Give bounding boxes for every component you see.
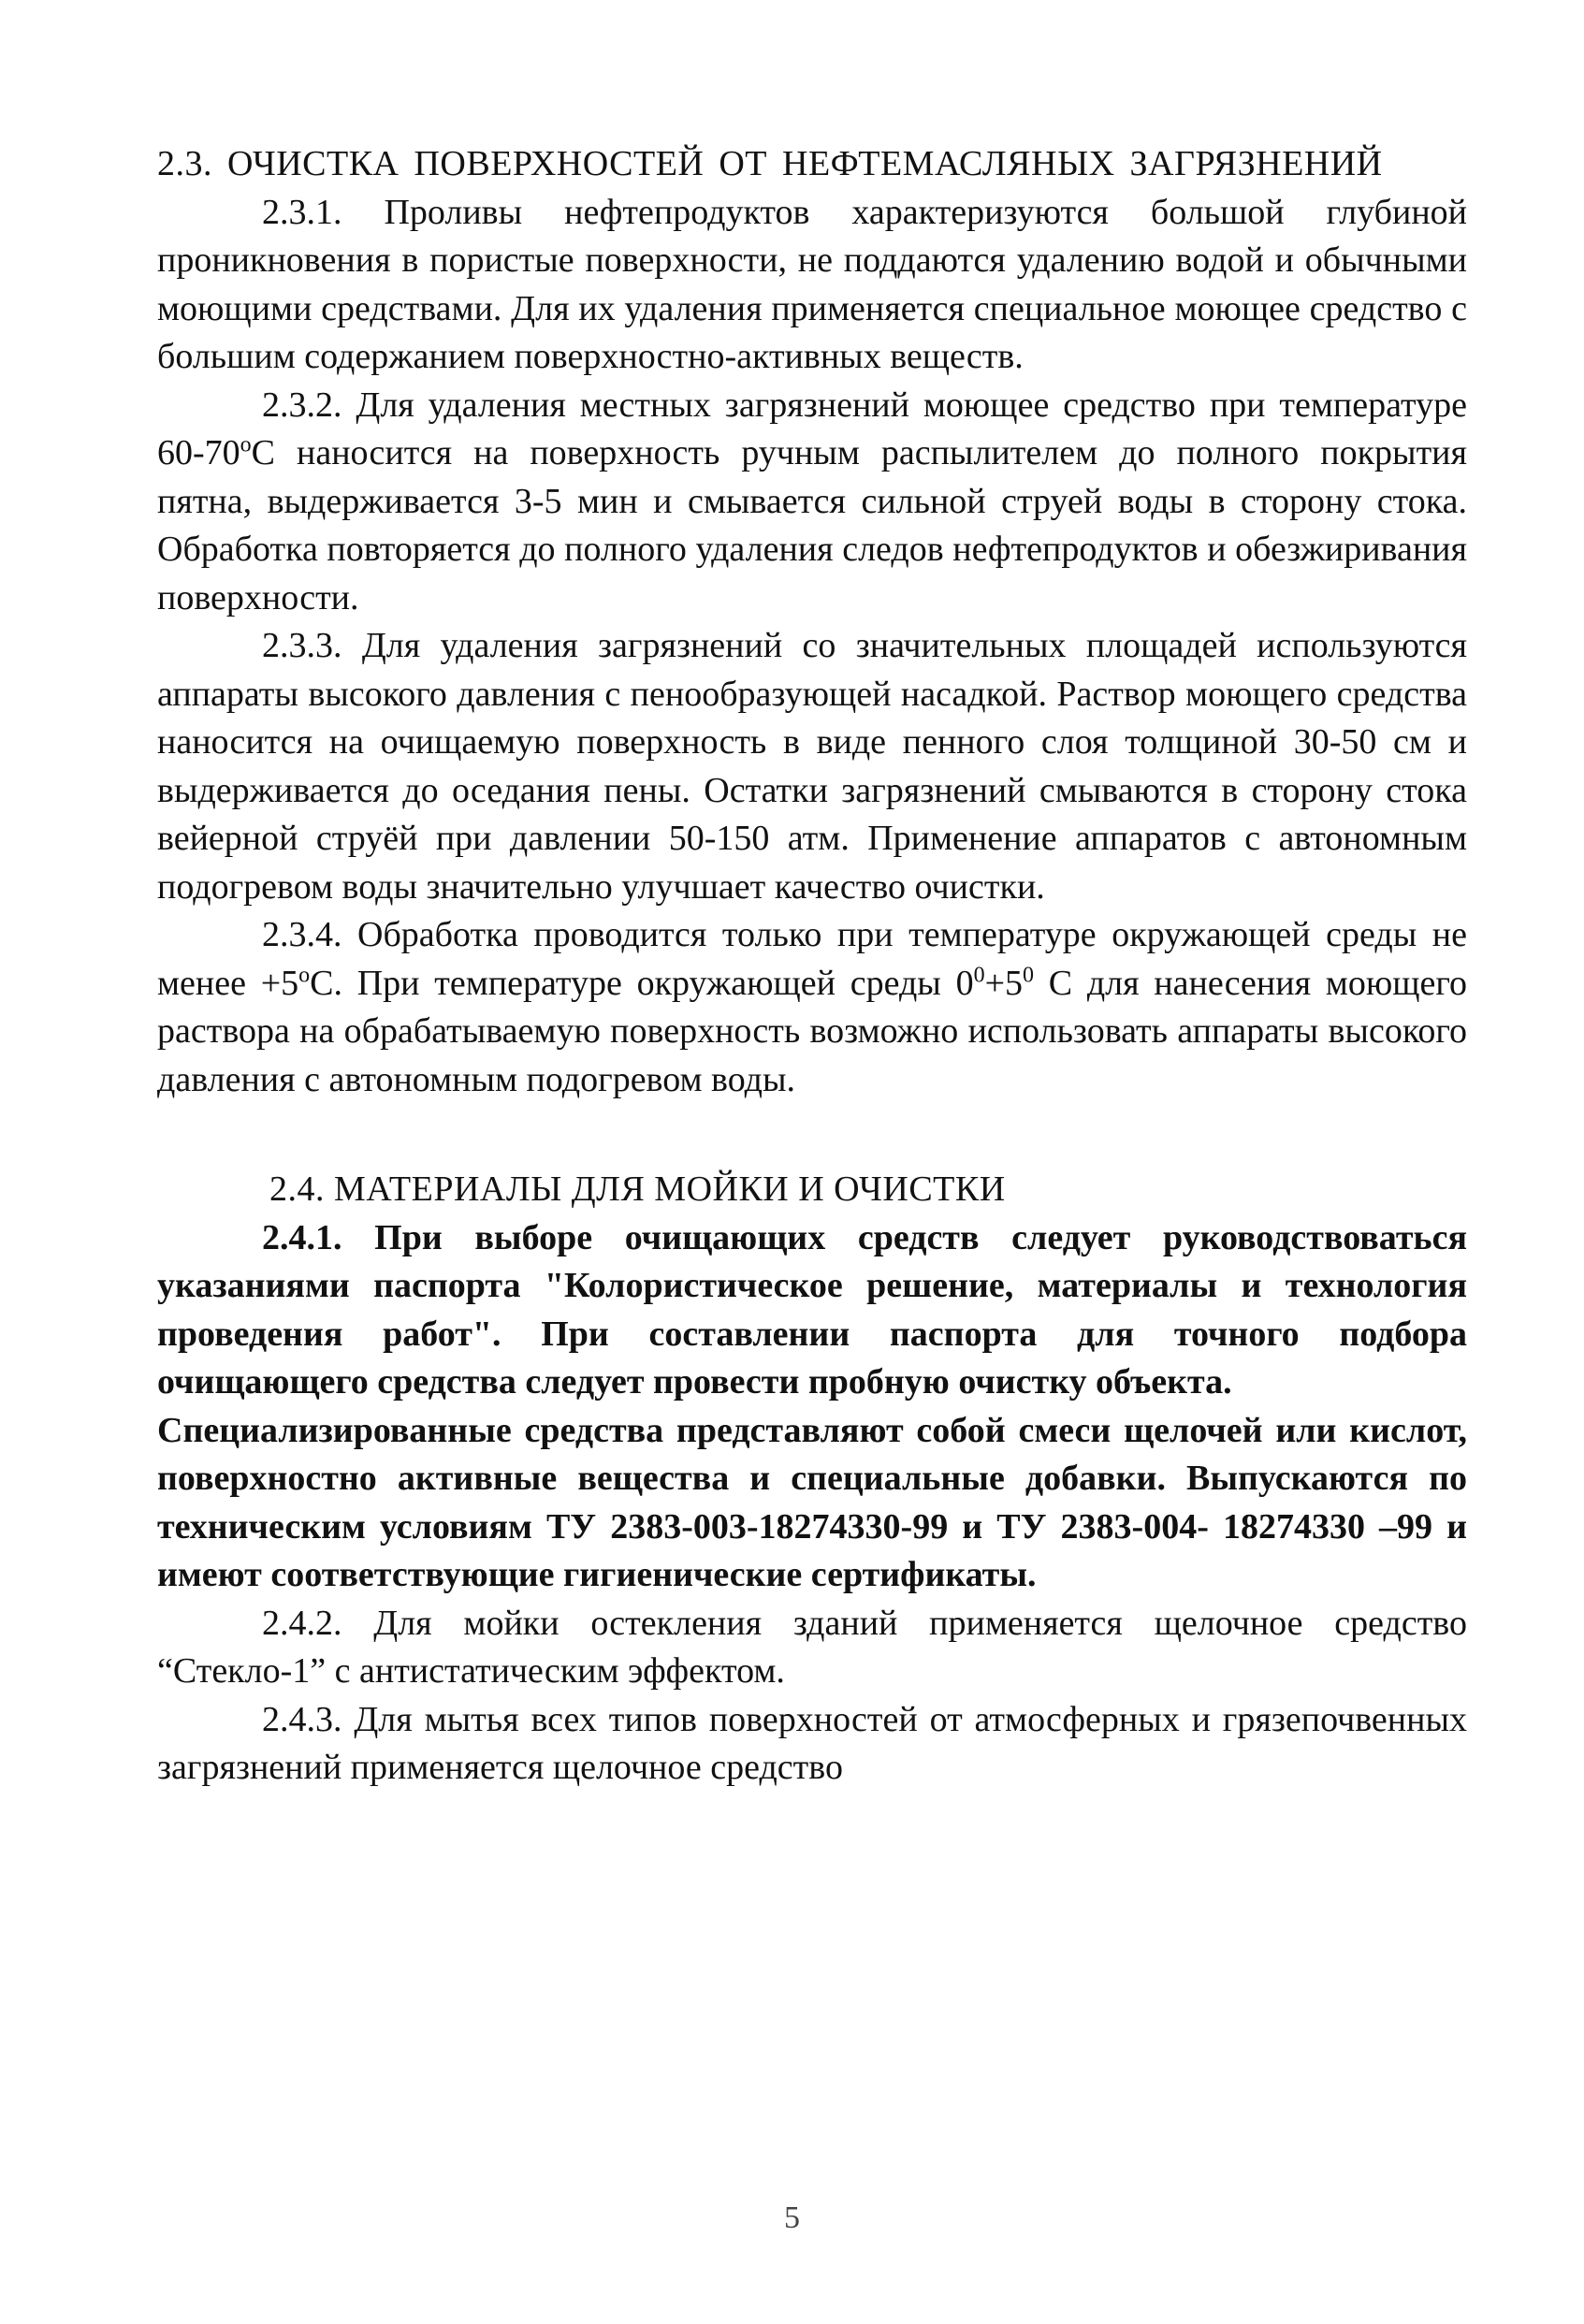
section-heading-2-3: 2.3. ОЧИСТКА ПОВЕРХНОСТЕЙ ОТ НЕФТЕМАСЛЯНЫХ ЗАГРЯЗНЕНИЙ <box>157 144 1383 183</box>
paragraph-2-3-2: 2.3.2. Для удаления местных загрязнений моющее средство при температуре $60-70^оС$ наносится на поверхность ручным распылителем до полного покрытия пятна, выдерживается 3-5 мин и смывается сильной струей воды в сторону стока. Обработка повторяется до полного удаления следов нефтепродуктов и обезжиривания поверхности. <box>157 385 1467 617</box>
page-number: 5 <box>784 2201 800 2235</box>
document-page <box>157 140 1467 1793</box>
paragraph-2-3-4: 2.3.4. Обработка проводится только при температуре окружающей среды не менее $+5^оС$. При температуре окружающей среды $0^0+5^0$ С для нанесения моющего раствора на обрабатываемую поверхность возможно использовать аппараты высокого давления с автономным подогревом воды. <box>157 915 1467 1099</box>
section-heading-2-4: 2.4. МАТЕРИАЛЫ ДЛЯ МОЙКИ И ОЧИСТКИ <box>269 1169 1006 1209</box>
paragraph-2-3-1: 2.3.1. Проливы нефтепродуктов характеризуются большой глубиной проникновения в пористые поверхности, не поддаются удалению водой и обычными моющими средствами. Для их удаления применяется специальное моющее средство с большим содержанием поверхностно-активных веществ. <box>157 192 1467 376</box>
paragraph-2-3-3: 2.3.3. Для удаления загрязнений со значительных площадей используются аппараты высокого давления с пенообразующей насадкой. Раствор моющего средства наносится на очищаемую поверхность в виде пенного слоя толщиной 30-50 см и выдерживается до оседания пены. Остатки загрязнений смываются в сторону стока вейерной струёй при давлении 50-150 атм. Применение аппаратов с автономным подогревом воды значительно улучшает качество очистки. <box>157 626 1467 907</box>
paragraph-2-4-3: 2.4.3. Для мытья всех типов поверхностей от атмосферных и грязепочвенных загрязнений применяется щелочное средство <box>157 1699 1467 1787</box>
paragraph-2-4-1: 2.4.1. При выборе очищающих средств следует руководствоваться указаниями паспорта "Колористическое решение, материалы и технология проведения работ". При составлении паспорта для точного подбора очищающего средства следует провести пробную очистку объекта. <box>157 1217 1467 1402</box>
paragraph-specialized-products: Специализированные средства представляют собой смеси щелочей или кислот, поверхностно активные вещества и специальные добавки. Выпускаются по техническим условиям ТУ 2383-003-18274330-99 и ТУ 2383-004- 18274330 –99 и имеют соответствующие гигиенические сертификаты. <box>157 1410 1467 1594</box>
paragraph-2-4-2: 2.4.2. Для мойки остекления зданий применяется щелочное средство “Стекло-1” с антистатическим эффектом. <box>157 1603 1467 1691</box>
